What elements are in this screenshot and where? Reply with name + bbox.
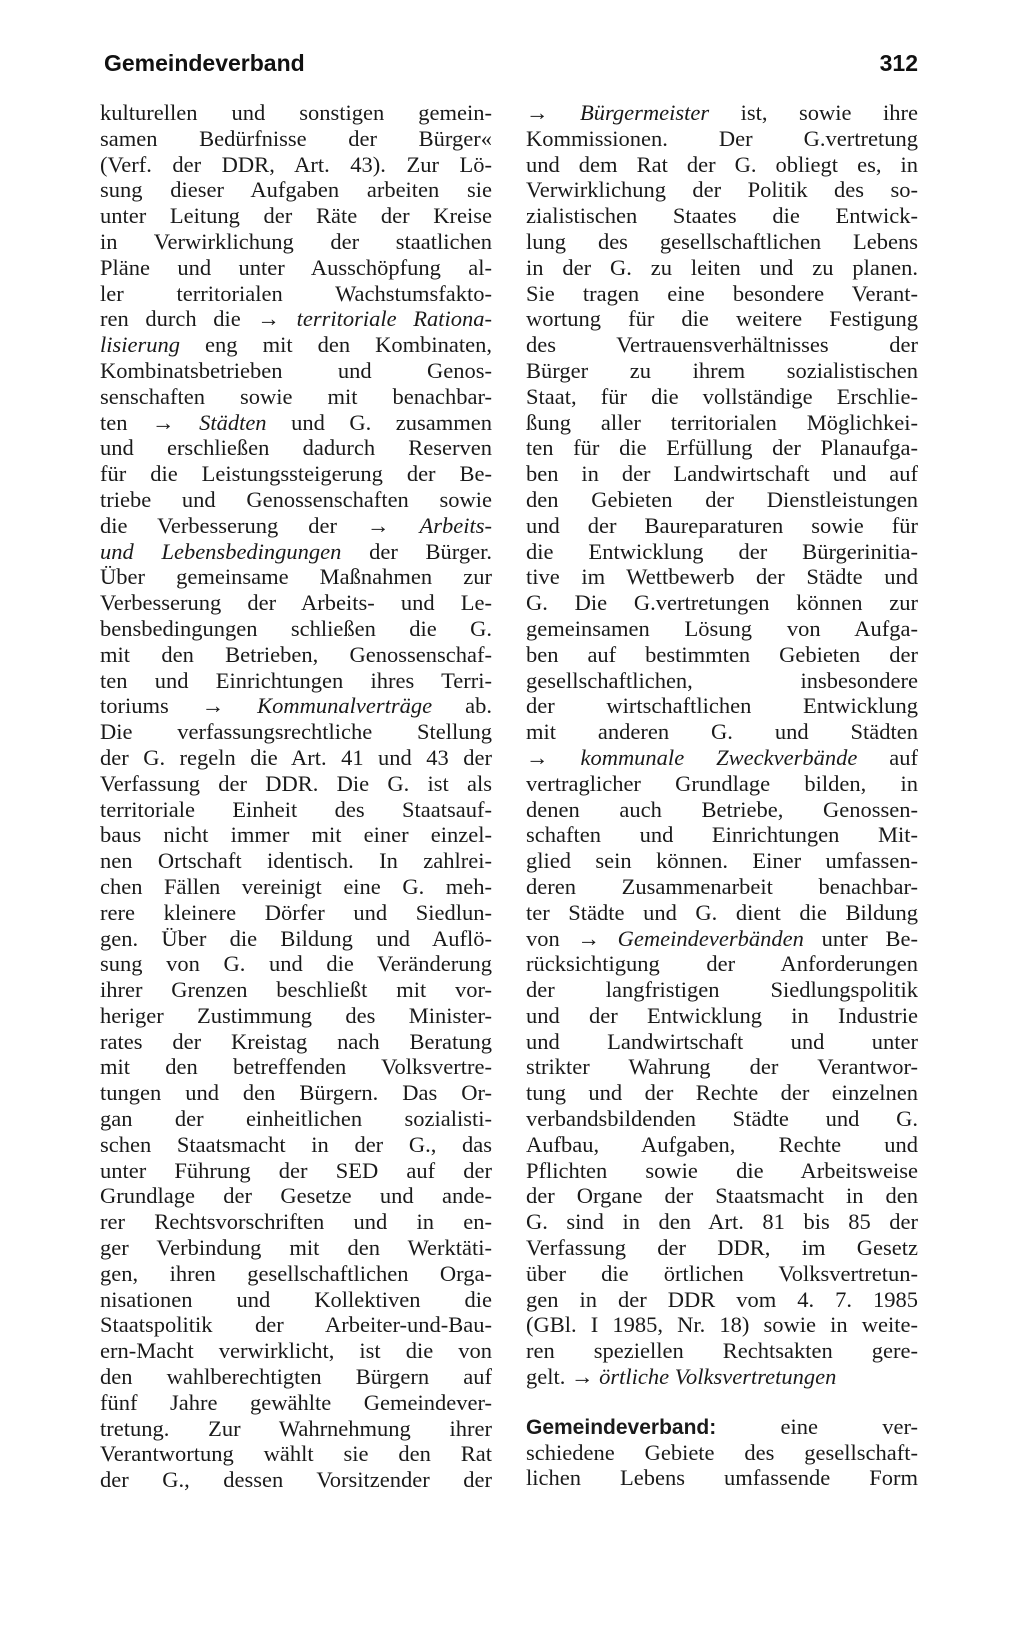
text-line: den Gebieten der Dienstleistungen [526,486,918,512]
text-line: der wirtschaftlichen Entwicklung [526,693,918,719]
text-line [526,1364,918,1390]
text-line: gesellschaftlichen, insbesondere [526,667,918,693]
text-line: ger Verbindung mit den Werktäti- [100,1235,492,1261]
text-line: sung von G. und die Veränderung [100,951,492,977]
text-line: ten und Einrichtungen ihres Terri- [100,667,492,693]
text-line: fünf Jahre gewählte Gemeindever- [100,1389,492,1415]
text-line: Die verfassungsrechtliche Stellung [100,719,492,745]
cross-reference: kommunale Zweckverbände [580,744,858,770]
text-line: lung des gesellschaftlichen Lebens [526,228,918,254]
cross-reference: Gemeindeverbänden [617,925,804,951]
text-line: gemeinsamen Lösung von Aufga- [526,615,918,641]
text-line: gen in der DDR vom 4. 7. 1985 [526,1286,918,1312]
text-line: gen. Über die Bildung und Auflö- [100,925,492,951]
text-run: von → [526,925,618,951]
text-line [100,332,492,358]
text-line: tungen und den Bürgern. Das Or- [100,1080,492,1106]
text-line: mit den Betrieben, Genossenschaf- [100,641,492,667]
text-line: schaften und Einrichtungen Mit- [526,822,918,848]
text-run: die Verbesserung der → [100,512,420,538]
left-column [100,100,492,1493]
text-line: strikter Wahrung der Verantwor- [526,1054,918,1080]
running-head [104,47,918,79]
text-line: schen Staatsmacht in der G., das [100,1131,492,1157]
text-run: unter Be- [803,925,918,951]
text-line: unter Leitung der Räte der Kreise [100,203,492,229]
text-line: Bürger zu ihrem sozialistischen [526,357,918,383]
text-line: rates der Kreistag nach Beratung [100,1028,492,1054]
text-line: ern-Macht verwirklicht, ist die von [100,1338,492,1364]
text-line: tive im Wettbewerb der Städte und [526,564,918,590]
text-line: wortung für die weitere Festigung [526,306,918,332]
text-line: in Verwirklichung der staatlichen [100,228,492,254]
text-line: schiedene Gebiete des gesellschaft- [526,1439,918,1465]
cross-reference: Bürgermeister [580,100,710,125]
text-line: des Vertrauensverhältnisses der [526,332,918,358]
text-line [100,410,492,436]
text-line: der G. regeln die Art. 41 und 43 der [100,744,492,770]
text-line: G. sind in den Art. 81 bis 85 der [526,1209,918,1235]
text-line: tung und der Rechte der einzelnen [526,1080,918,1106]
text-line: unter Führung der SED auf der [100,1157,492,1183]
text-run: → [526,744,581,770]
text-line: der langfristigen Siedlungspolitik [526,977,918,1003]
text-line: Verbesserung der Arbeits- und Le- [100,590,492,616]
entry-headword: Gemeindeverband: [526,1415,717,1439]
text-line: rücksichtigung der Anforderungen [526,951,918,977]
text-line: (GBl. I 1985, Nr. 18) sowie in weite- [526,1312,918,1338]
text-line: tretung. Zur Wahrnehmung ihrer [100,1415,492,1441]
text-line: und der Entwicklung in Industrie [526,1002,918,1028]
text-line [526,100,918,126]
text-line: ihrer Grenzen beschließt mit vor- [100,977,492,1003]
text-line: in der G. zu leiten und zu planen. [526,254,918,280]
text-line: denen auch Betriebe, Genossen- [526,796,918,822]
text-line: senschaften sowie mit benachbar- [100,383,492,409]
cross-reference: Städten [199,409,267,435]
text-line: und dem Rat der G. obliegt es, in [526,151,918,177]
text-line: bensbedingungen schließen die G. [100,615,492,641]
text-line: ten für die Erfüllung der Planaufga- [526,435,918,461]
text-line [100,513,492,539]
text-run: gelt. → [526,1364,600,1390]
text-line: Über gemeinsame Maßnahmen zur [100,564,492,590]
text-line: Verwirklichung der Politik des so- [526,177,918,203]
text-line: Verantwortung wählt sie den Rat [100,1441,492,1467]
text-run: auf [857,744,919,770]
text-run: toriums → [100,693,258,719]
text-line: den wahlberechtigten Bürgern auf [100,1364,492,1390]
text-line: triebe und Genossenschaften sowie [100,486,492,512]
text-line [100,539,492,565]
text-line: über die örtlichen Volksvertretun- [526,1260,918,1286]
cross-reference: Kommunalverträge [257,693,433,719]
text-line: glied sein können. Einer umfassen- [526,848,918,874]
text-run: → [526,100,580,125]
text-line: rer Rechtsvorschriften und in en- [100,1209,492,1235]
text-line: Verfassung der DDR, im Gesetz [526,1235,918,1261]
text-line: die Entwicklung der Bürgerinitia- [526,538,918,564]
running-head-title: Gemeindeverband [104,50,305,76]
text-run: ab. [432,693,492,719]
text-line: sung dieser Aufgaben arbeiten sie [100,177,492,203]
text-line: Kombinatsbetrieben und Genos- [100,357,492,383]
text-line: mit den betreffenden Volksvertre- [100,1054,492,1080]
right-column [526,100,918,1491]
text-line [100,693,492,719]
text-line: vertraglicher Grundlage bilden, in [526,770,918,796]
text-line: der G., dessen Vorsitzender der [100,1467,492,1493]
page-number: 312 [879,50,918,76]
text-line: Staat, für die vollständige Erschlie- [526,383,918,409]
text-line: ler territorialen Wachstumsfakto- [100,280,492,306]
entry-separator [526,1390,918,1414]
text-line: deren Zusammenarbeit benachbar- [526,873,918,899]
text-run: eine ver- [716,1413,918,1439]
text-line: chen Fällen vereinigt eine G. meh- [100,873,492,899]
text-line: ren speziellen Rechtsakten gere- [526,1338,918,1364]
text-line: verbandsbildenden Städte und G. [526,1106,918,1132]
text-run: der Bürger. [341,538,493,564]
text-line: Grundlage der Gesetze und ande- [100,1183,492,1209]
text-line: Aufbau, Aufgaben, Rechte und [526,1131,918,1157]
text-line: Pflichten sowie die Arbeitsweise [526,1157,918,1183]
cross-reference: örtliche Volksvertretungen [599,1364,837,1390]
text-line: Staatspolitik der Arbeiter-und-Bau- [100,1312,492,1338]
text-run: eng mit den Kombinaten, [180,332,492,358]
text-line: Verfassung der DDR. Die G. ist als [100,770,492,796]
text-line: gen, ihren gesellschaftlichen Orga- [100,1260,492,1286]
cross-reference: lisierung [100,332,181,358]
text-line: nisationen und Kollektiven die [100,1286,492,1312]
text-line: gan der einheitlichen sozialisti- [100,1106,492,1132]
text-line: kulturellen und sonstigen gemein- [100,100,492,125]
text-line: baus nicht immer mit einer einzel- [100,822,492,848]
text-run: ren durch die → [100,306,297,332]
text-line: rere kleinere Dörfer und Siedlun- [100,899,492,925]
text-line: der Organe der Staatsmacht in den [526,1183,918,1209]
text-line: nen Ortschaft identisch. In zahlrei- [100,848,492,874]
text-line: und erschließen dadurch Reserven [100,435,492,461]
text-line: Sie tragen eine besondere Verant- [526,280,918,306]
text-line: für die Leistungssteigerung der Be- [100,461,492,487]
cross-reference: Arbeits- [419,512,492,538]
text-line [526,745,918,771]
text-line: Pläne und unter Ausschöpfung al- [100,254,492,280]
text-line [526,926,918,952]
text-line: ter Städte und G. dient die Bildung [526,899,918,925]
text-run: und G. zusammen [266,409,492,435]
text-line: (Verf. der DDR, Art. 43). Zur Lö- [100,151,492,177]
text-line: lichen Lebens umfassende Form [526,1465,918,1491]
text-line: samen Bedürfnisse der Bürger« [100,125,492,151]
text-line: ben auf bestimmten Gebieten der [526,641,918,667]
text-line: ßung aller territorialen Möglichkei- [526,409,918,435]
text-line: heriger Zustimmung des Minister- [100,1002,492,1028]
text-line: mit anderen G. und Städten [526,719,918,745]
cross-reference: territoriale Rationa- [296,306,492,332]
cross-reference: und Lebensbedingungen [100,538,342,564]
text-line: und Landwirtschaft und unter [526,1028,918,1054]
text-line: und der Baureparaturen sowie für [526,512,918,538]
text-line: Kommissionen. Der G.vertretung [526,125,918,151]
text-line [526,1414,918,1440]
text-line: zialistischen Staates die Entwick- [526,203,918,229]
text-line [100,306,492,332]
text-line: territoriale Einheit des Staatsauf- [100,796,492,822]
text-line: G. Die G.vertretungen können zur [526,590,918,616]
text-run: ten → [100,409,200,435]
text-run: ist, sowie ihre [709,100,919,125]
text-line: ben in der Landwirtschaft und auf [526,461,918,487]
